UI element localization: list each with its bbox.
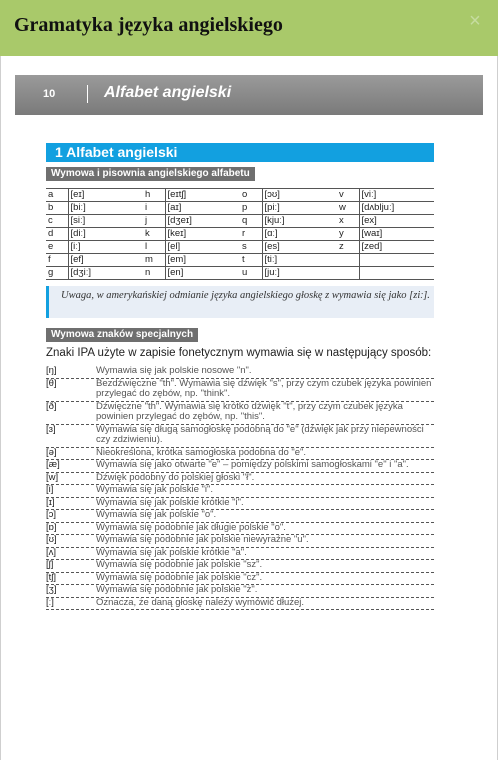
alphabet-letter: m <box>143 254 165 267</box>
alphabet-pronunciation: [es] <box>262 241 337 254</box>
ipa-description: Nieokreślona, krótka samogłoska podobna do "e". <box>96 446 307 458</box>
close-icon[interactable]: × <box>469 10 481 32</box>
ipa-description: Wymawia się jako otwarte "e" – pomiędzy polskimi samogłoskami "e" i "a". <box>96 459 409 470</box>
ipa-description: Wymawia się jak polskie krótkie "a". <box>96 546 247 558</box>
alphabet-pronunciation <box>359 267 434 280</box>
ipa-row <box>46 460 434 473</box>
header-bar <box>0 0 498 56</box>
ipa-symbol: [i] <box>46 484 54 495</box>
alphabet-row <box>46 215 434 228</box>
alphabet-letter: k <box>143 228 165 241</box>
ipa-row <box>46 366 434 379</box>
alphabet-letter: v <box>337 189 359 202</box>
ipa-symbol: [w] <box>46 471 59 483</box>
alphabet-pronunciation <box>359 254 434 267</box>
alphabet-pronunciation: [ex] <box>359 215 434 228</box>
alphabet-table <box>46 188 434 280</box>
ipa-row <box>46 379 434 402</box>
ipa-description: Wymawia się podobnie jak polskie niewyraźne "u". <box>96 534 309 545</box>
alphabet-pronunciation: [zed] <box>359 241 434 254</box>
ipa-symbol: [ʃ] <box>46 559 54 570</box>
alphabet-pronunciation: [ɔʊ] <box>262 189 337 202</box>
alphabet-pronunciation: [piː] <box>262 202 337 215</box>
note-box <box>46 286 434 318</box>
alphabet-row <box>46 241 434 254</box>
chapter-title: Alfabet angielski <box>104 84 232 101</box>
ipa-symbol: [ɒ] <box>46 521 57 533</box>
ipa-row <box>46 598 434 611</box>
alphabet-letter: d <box>46 228 68 241</box>
alphabet-pronunciation: [el] <box>165 241 240 254</box>
ipa-symbol: [θ] <box>46 377 57 389</box>
alphabet-pronunciation: [dʒiː] <box>68 267 143 280</box>
alphabet-letter: q <box>240 215 262 228</box>
alphabet-letter: l <box>143 241 165 254</box>
alphabet-letter <box>337 267 359 280</box>
alphabet-row <box>46 228 434 241</box>
alphabet-letter: u <box>240 267 262 280</box>
alphabet-pronunciation: [kjuː] <box>262 215 337 228</box>
ipa-description: Wymawia się jak polskie "i". <box>96 484 213 495</box>
alphabet-letter: z <box>337 241 359 254</box>
alphabet-pronunciation: [ɑː] <box>262 228 337 241</box>
alphabet-letter: a <box>46 189 68 202</box>
ipa-row <box>46 402 434 425</box>
alphabet-pronunciation: [juː] <box>262 267 337 280</box>
alphabet-label: Wymowa i pisownia angielskiego alfabetu <box>46 167 255 181</box>
alphabet-pronunciation: [ef] <box>68 254 143 267</box>
ipa-list <box>46 366 434 610</box>
alphabet-letter: e <box>46 241 68 254</box>
ipa-row <box>46 535 434 548</box>
page-border-left <box>0 56 1 760</box>
alphabet-letter: f <box>46 254 68 267</box>
alphabet-pronunciation: [iː] <box>68 241 143 254</box>
ipa-symbol: [ː] <box>46 596 54 608</box>
ipa-description: Wymawia się podobnie jak polskie "ż". <box>96 584 258 595</box>
ipa-row <box>46 560 434 573</box>
ipa-description: Wymawia się jak polskie "o". <box>96 509 217 520</box>
alphabet-letter: j <box>143 215 165 228</box>
alphabet-pronunciation: [keɪ] <box>165 228 240 241</box>
ipa-symbol: [ʌ] <box>46 546 57 558</box>
ipa-symbol: [ʊ] <box>46 534 57 545</box>
chapter-divider <box>87 85 88 103</box>
ipa-symbol: [ð] <box>46 400 57 412</box>
alphabet-letter: t <box>240 254 262 267</box>
alphabet-row <box>46 267 434 280</box>
ipa-row <box>46 585 434 598</box>
alphabet-pronunciation: [diː] <box>68 228 143 241</box>
alphabet-pronunciation: [siː] <box>68 215 143 228</box>
alphabet-letter: n <box>143 267 165 280</box>
alphabet-pronunciation: [en] <box>165 267 240 280</box>
ipa-description: Wymawia się podobnie jak polskie "sz". <box>96 559 263 570</box>
alphabet-letter: x <box>337 215 359 228</box>
ipa-symbol: [ɪ] <box>46 496 55 508</box>
alphabet-letter: y <box>337 228 359 241</box>
note-text: Uwaga, w amerykańskiej odmianie języka angielskiego głoskę z wymawia się jako [ziː]. <box>61 290 430 301</box>
alphabet-letter: h <box>143 189 165 202</box>
alphabet-letter: i <box>143 202 165 215</box>
page-number: 10 <box>43 88 56 100</box>
section-heading <box>46 143 434 162</box>
alphabet-pronunciation: [aɪ] <box>165 202 240 215</box>
alphabet-pronunciation: [eɪtʃ] <box>165 189 240 202</box>
alphabet-letter: c <box>46 215 68 228</box>
ipa-description: Oznacza, że daną głoskę należy wymówić dłużej. <box>96 596 305 608</box>
alphabet-pronunciation: [dʒeɪ] <box>165 215 240 228</box>
alphabet-row <box>46 202 434 215</box>
section-title: 1 Alfabet angielski <box>55 144 178 160</box>
book-title: Gramatyka języka angielskiego <box>14 14 283 36</box>
ipa-row <box>46 425 434 448</box>
ipa-symbol: [tʃ] <box>46 571 57 583</box>
alphabet-pronunciation: [eɪ] <box>68 189 143 202</box>
alphabet-pronunciation: [waɪ] <box>359 228 434 241</box>
ipa-description: Dźwięczne "th". Wymawia się krótko dźwięk "t", przy czym czubek języka powinien przylegać do zębów, np. "this". <box>96 400 403 422</box>
ipa-description: Wymawia się podobnie jak polskie "cz". <box>96 571 263 583</box>
alphabet-letter: s <box>240 241 262 254</box>
ipa-symbol: [æ] <box>46 459 60 470</box>
ipa-intro: Znaki IPA użyte w zapisie fonetycznym wymawia się w następujący sposób: <box>46 347 432 359</box>
ipa-symbol: [ʒ] <box>46 584 57 595</box>
ipa-description: Wymawia się jak polskie nosowe "n". <box>96 365 252 376</box>
ipa-symbol: [ɔ] <box>46 509 57 520</box>
ipa-row <box>46 485 434 498</box>
ipa-symbol: [ɜ] <box>46 423 56 435</box>
chapter-band <box>15 75 483 115</box>
alphabet-pronunciation: [em] <box>165 254 240 267</box>
alphabet-row <box>46 254 434 267</box>
alphabet-letter: p <box>240 202 262 215</box>
alphabet-pronunciation: [tiː] <box>262 254 337 267</box>
ipa-description: Wymawia się podobnie jak długie polskie "o". <box>96 521 286 533</box>
ipa-description: Wymawia się jak polskie krótkie "i". <box>96 496 244 508</box>
ipa-description: Dźwięk podobny do polskiej głoski "ł". <box>96 471 255 483</box>
alphabet-pronunciation: [biː] <box>68 202 143 215</box>
alphabet-letter: w <box>337 202 359 215</box>
ipa-description: Wymawia się długą samogłoskę podobną do "e" (dźwięk jak przy niepewności czy zdziwieniu). <box>96 423 424 445</box>
alphabet-pronunciation: [viː] <box>359 189 434 202</box>
ipa-symbol: [ŋ] <box>46 365 57 376</box>
alphabet-letter: r <box>240 228 262 241</box>
alphabet-letter: o <box>240 189 262 202</box>
ipa-label: Wymowa znaków specjalnych <box>46 328 198 342</box>
alphabet-letter: g <box>46 267 68 280</box>
alphabet-row <box>46 189 434 202</box>
ipa-row <box>46 510 434 523</box>
alphabet-pronunciation: [dʌbljuː] <box>359 202 434 215</box>
alphabet-letter <box>337 254 359 267</box>
ipa-symbol: [ə] <box>46 446 57 458</box>
ipa-description: Bezdźwięczne "th". Wymawia się dźwięk "s", przy czym czubek języka powinien przylegać do zębów, np. "think". <box>96 377 432 399</box>
alphabet-letter: b <box>46 202 68 215</box>
